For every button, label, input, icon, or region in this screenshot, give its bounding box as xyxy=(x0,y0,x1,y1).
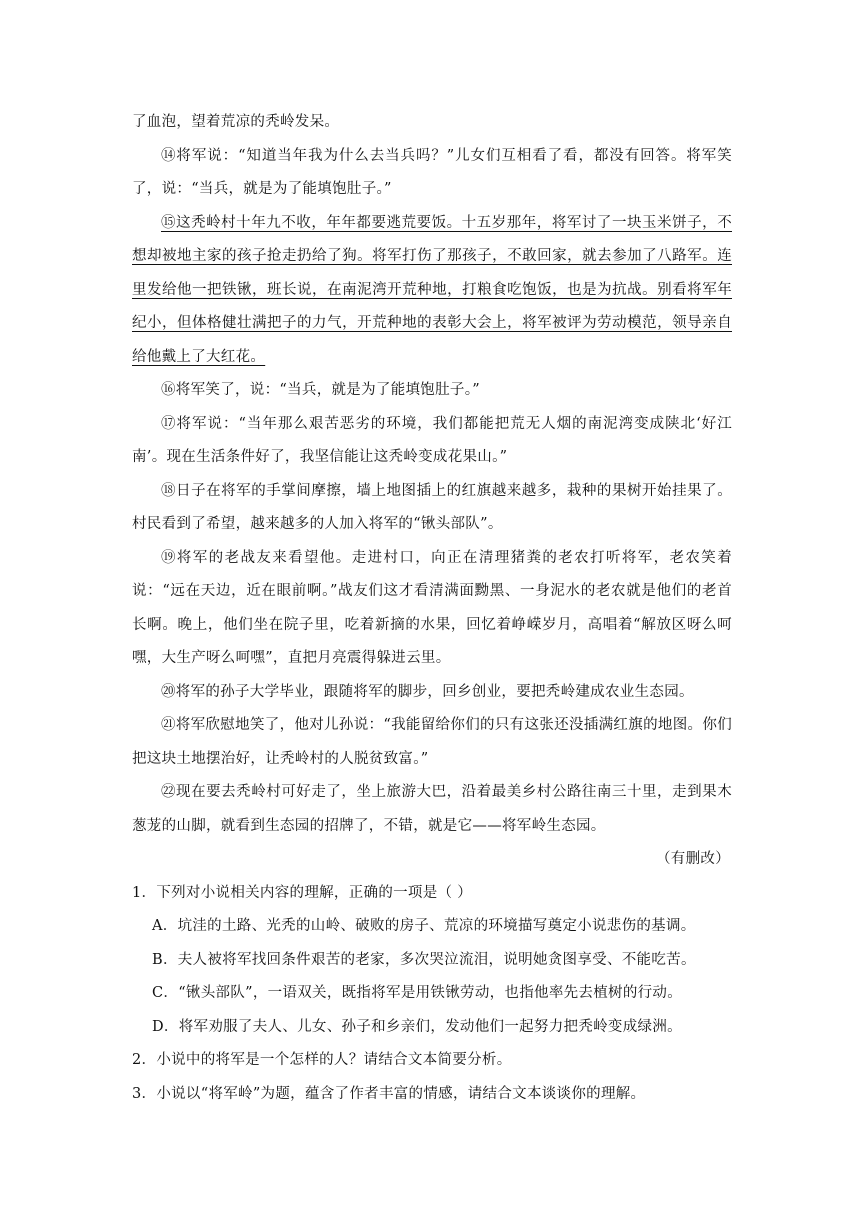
paragraph-15-underlined: ⑮这秃岭村十年九不收，年年都要逃荒要饭。十五岁那年，将军讨了一块玉米饼子，不想却被地主家的孩子抢走扔给了狗。将军打伤了那孩子，不敢回家，就去参加了八路军。连里发给他一把铁锹，班长说，在南泥湾开荒种地，打粮食吃饱饭，也是为抗战。别看将军年纪小，但体格健壮满把子的力气，开荒种地的表彰大会上，将军被评为劳动模范，领导亲自给他戴上了大红花。 xyxy=(132,214,732,365)
question-1-option-d: D．将军劝服了夫人、儿女、孙子和乡亲们，发动他们一起努力把秃岭变成绿洲。 xyxy=(152,1018,682,1035)
source-note: （有删改） xyxy=(656,851,730,867)
question-1-option-a: A．坑洼的土路、光秃的山岭、破败的房子、荒凉的环境描写奠定小说悲伤的基调。 xyxy=(152,918,696,934)
paragraph-19: ⑲将军的老战友来看望他。走进村口，向正在清理猪粪的老农打听将军，老农笑着说：“远在天边，近在眼前啊。”战友们这才看清满面黝黑、一身泥水的老农就是他们的老首长啊。晚上，他们坐在院子里，吃着新摘的水果，回忆着峥嵘岁月，高唱着“解放区呀么呵嘿，大生产呀么呵嘿”，直把月亮震得躲进云里。 xyxy=(132,549,732,666)
paragraph-22: ㉒现在要去秃岭村可好走了，坐上旅游大巴，沿着最美乡村公路往南三十里，走到果木葱茏的山脚，就看到生态园的招牌了，不错，就是它——将军岭生态园。 xyxy=(132,784,732,834)
paragraph-17: ⑰将军说：“当年那么艰苦恶劣的环境，我们都能把荒无人烟的南泥湾变成陕北‘好江南’。现在生活条件好了，我坚信能让这秃岭变成花果山。” xyxy=(132,415,732,465)
paragraph-21: ㉑将军欣慰地笑了，他对儿孙说：“我能留给你们的只有这张还没插满红旗的地图。你们把这块土地摆治好，让秃岭村的人脱贫致富。” xyxy=(132,717,732,767)
question-1-option-b: B．夫人被将军找回条件艰苦的老家，多次哭泣流泪，说明她贪图享受、不能吃苦。 xyxy=(152,951,696,968)
question-3-stem: 3．小说以“将军岭”为题，蕴含了作者丰富的情感，请结合文本谈谈你的理解。 xyxy=(132,1085,646,1102)
paragraph-14: ⑭将军说：“知道当年我为什么去当兵吗？”儿女们互相看了看，都没有回答。将军笑了，说：“当兵，就是为了能填饱肚子。” xyxy=(132,147,732,197)
question-1-stem: 1．下列对小说相关内容的理解，正确的一项是（ ） xyxy=(132,884,473,901)
question-2-stem: 2．小说中的将军是一个怎样的人？请结合文本简要分析。 xyxy=(132,1052,512,1068)
question-1-option-c: C．“锹头部队”，一语双关，既指将军是用铁锹劳动，也指他率先去植树的行动。 xyxy=(152,985,683,1001)
paragraph-13-end: 了血泡，望着荒凉的秃岭发呆。 xyxy=(132,114,340,130)
document-body xyxy=(132,106,732,1111)
paragraph-20: ⑳将军的孙子大学毕业，跟随将军的脚步，回乡创业，要把秃岭建成农业生态园。 xyxy=(161,683,694,700)
paragraph-16: ⑯将军笑了，说：“当兵，就是为了能填饱肚子。” xyxy=(161,382,480,398)
paragraph-18: ⑱日子在将军的手掌间摩擦，墙上地图插上的红旗越来越多，栽种的果树开始挂果了。村民看到了希望，越来越多的人加入将军的“锹头部队”。 xyxy=(132,482,732,532)
